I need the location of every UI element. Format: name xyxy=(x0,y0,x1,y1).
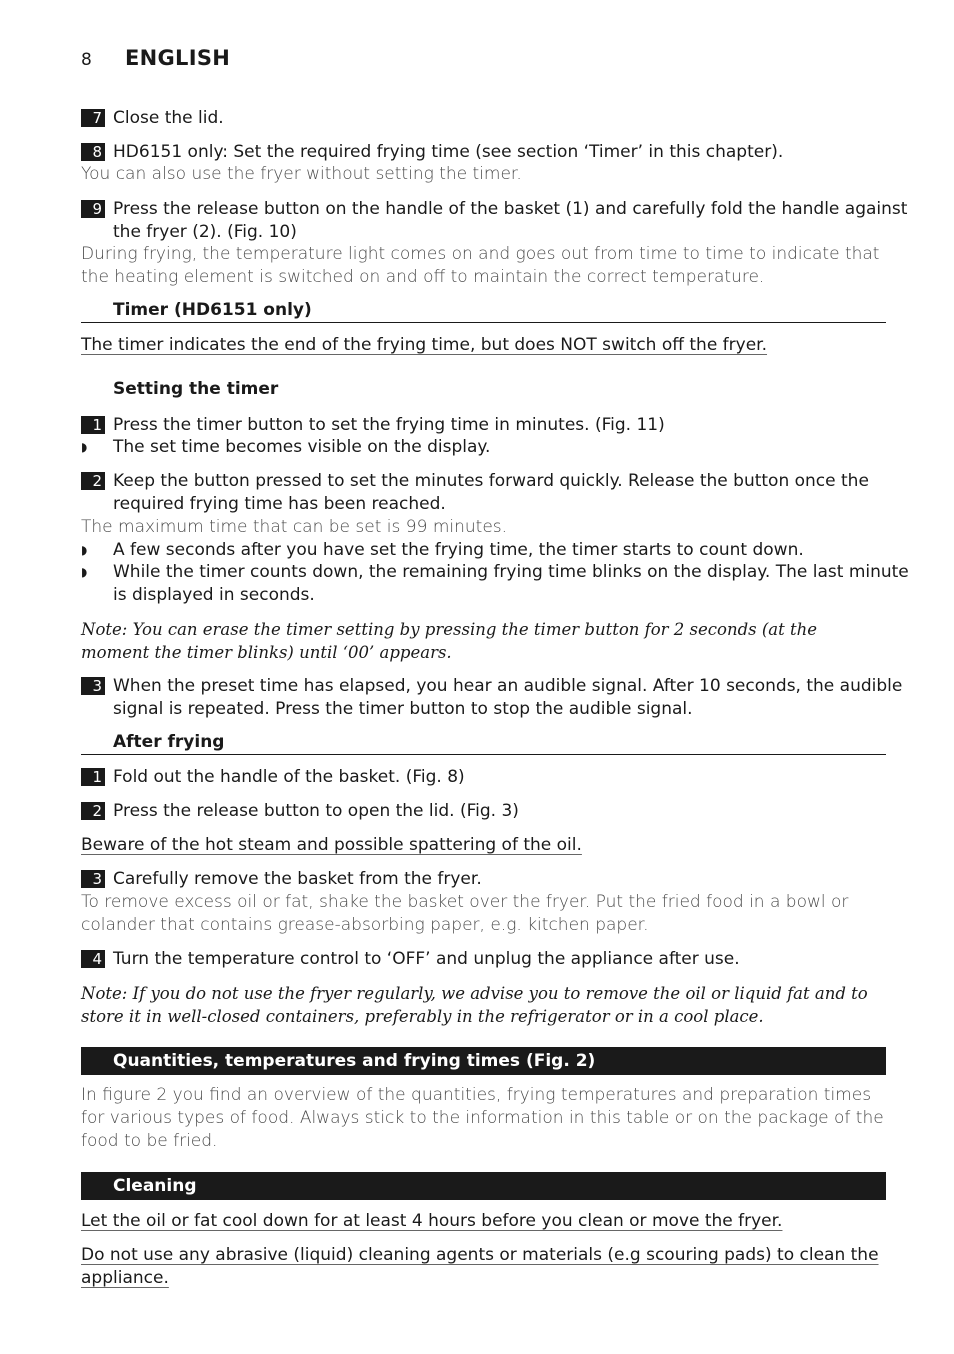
cleaning-warning-1 xyxy=(81,1210,886,1233)
cleaning-heading: Cleaning xyxy=(81,1172,886,1200)
timer-step-2 xyxy=(81,470,918,516)
step-number: 7 xyxy=(81,109,105,127)
step-number: 2 xyxy=(81,802,105,820)
after-step-2 xyxy=(81,800,918,823)
step-8 xyxy=(81,141,918,164)
step-8-note: You can also use the fryer without setting the timer. xyxy=(81,164,522,184)
step-text: Press the release button on the handle of the basket (1) and carefully fold the handle against the fryer (2). (Fig. 10) xyxy=(113,199,908,242)
language-heading: ENGLISH xyxy=(125,46,231,70)
bullet-icon: ◗ xyxy=(81,440,88,454)
step-number: 9 xyxy=(81,200,105,218)
step-text: Close the lid. xyxy=(113,108,224,128)
step-text: When the preset time has elapsed, you hear an audible signal. After 10 seconds, the audible signal is repeated. Press the timer button to stop the audible signal. xyxy=(113,676,903,719)
bullet-text: The set time becomes visible on the display. xyxy=(113,437,491,457)
after-step-3-note: To remove excess oil or fat, shake the basket over the fryer. Put the fried food in a bowl or colander that contains grease-absorbing paper, e.g. kitchen paper. xyxy=(81,892,849,935)
after-step-4 xyxy=(81,948,918,971)
step-text: Carefully remove the basket from the fryer. xyxy=(113,869,482,889)
timer-step-2-bullet-2 xyxy=(81,561,918,607)
timer-step-1-bullet xyxy=(81,436,918,459)
setting-timer-heading: Setting the timer xyxy=(113,379,279,399)
step-text: Turn the temperature control to ‘OFF’ and unplug the appliance after use. xyxy=(113,949,740,969)
timer-step-2-note: The maximum time that can be set is 99 minutes. xyxy=(81,517,508,537)
step-9 xyxy=(81,198,918,244)
quantities-text: In figure 2 you find an overview of the quantities, frying temperatures and preparation times for various types of food. Always stick to the information in this table or on the package of the food to be fried. xyxy=(81,1085,884,1151)
cleaning-warning-2 xyxy=(81,1244,886,1290)
bullet-text: While the timer counts down, the remaining frying time blinks on the display. The last minute is displayed in seconds. xyxy=(113,562,909,605)
bullet-text: A few seconds after you have set the frying time, the timer starts to count down. xyxy=(113,540,804,560)
step-number: 3 xyxy=(81,870,105,888)
step-number: 3 xyxy=(81,677,105,695)
timer-note: Note: You can erase the timer setting by pressing the timer button for 2 seconds (at the moment the timer blinks) until ‘00’ appears. xyxy=(81,620,818,662)
step-9-note: During frying, the temperature light comes on and goes out from time to time to indicate that the heating element is switched on and off to maintain the correct temperature. xyxy=(81,244,880,287)
step-7 xyxy=(81,107,918,130)
step-text: Fold out the handle of the basket. (Fig. 8) xyxy=(113,767,465,787)
timer-heading: Timer (HD6151 only) xyxy=(81,299,886,323)
cleaning-warning-2-text: Do not use any abrasive (liquid) cleaning agents or materials (e.g scouring pads) to clean the appliance. xyxy=(81,1245,879,1288)
after-frying-heading: After frying xyxy=(81,731,886,755)
after-note: Note: If you do not use the fryer regularly, we advise you to remove the oil or liquid fat and to store it in well-closed containers, preferably in the refrigerator or in a cool place. xyxy=(81,984,868,1026)
step-number: 1 xyxy=(81,416,105,434)
timer-step-2-bullet-1 xyxy=(81,539,918,562)
page-number: 8 xyxy=(81,50,92,70)
after-warning xyxy=(81,834,886,857)
after-step-1 xyxy=(81,766,918,789)
step-text: Keep the button pressed to set the minutes forward quickly. Release the button once the required frying time has been reached. xyxy=(113,471,869,514)
quantities-heading: Quantities, temperatures and frying times (Fig. 2) xyxy=(81,1047,886,1075)
step-text: Press the release button to open the lid. (Fig. 3) xyxy=(113,801,519,821)
after-step-3 xyxy=(81,868,918,891)
timer-warning xyxy=(81,334,886,357)
step-number: 1 xyxy=(81,768,105,786)
timer-step-1 xyxy=(81,414,918,437)
after-warning-text: Beware of the hot steam and possible spattering of the oil. xyxy=(81,835,582,855)
step-text: HD6151 only: Set the required frying time (see section ‘Timer’ in this chapter). xyxy=(113,142,784,162)
timer-warning-text: The timer indicates the end of the frying time, but does NOT switch off the fryer. xyxy=(81,335,768,355)
step-number: 2 xyxy=(81,472,105,490)
step-number: 4 xyxy=(81,950,105,968)
step-number: 8 xyxy=(81,143,105,161)
bullet-icon: ◗ xyxy=(81,565,88,579)
step-text: Press the timer button to set the frying time in minutes. (Fig. 11) xyxy=(113,415,665,435)
timer-step-3 xyxy=(81,675,918,721)
cleaning-warning-1-text: Let the oil or fat cool down for at least 4 hours before you clean or move the fryer. xyxy=(81,1211,783,1231)
bullet-icon: ◗ xyxy=(81,543,88,557)
